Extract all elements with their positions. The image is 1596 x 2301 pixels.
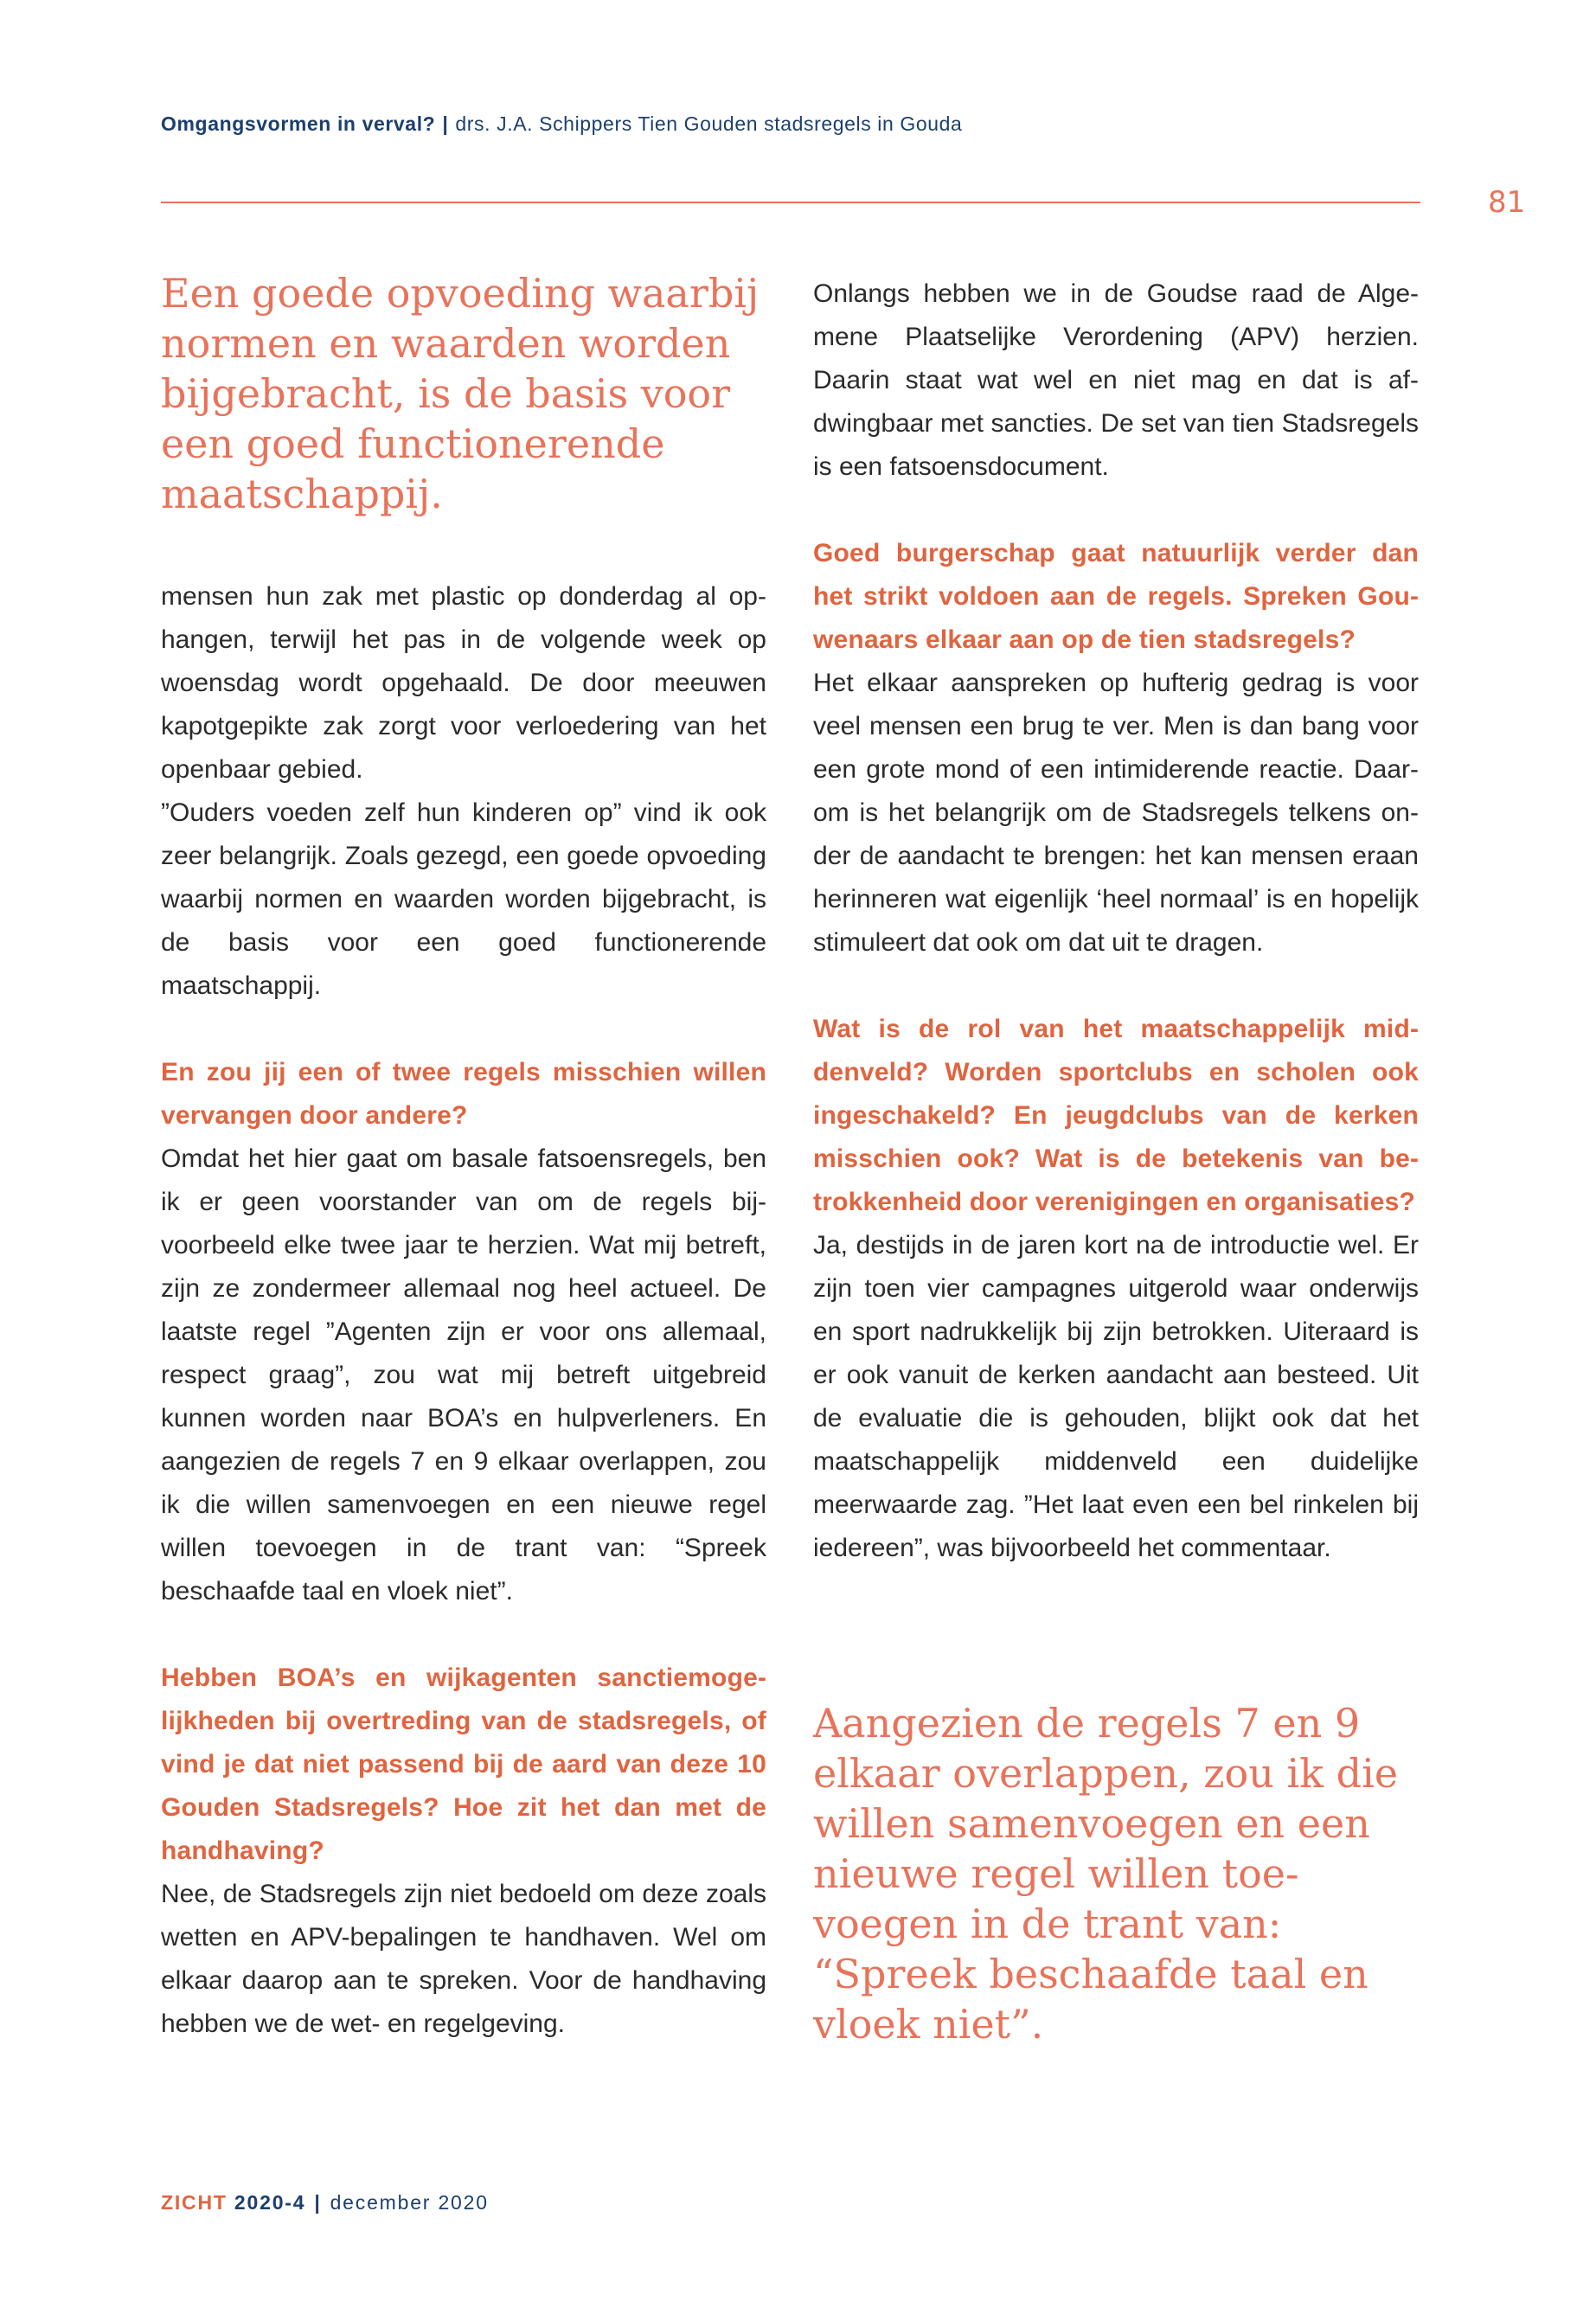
issue-date: december 2020	[330, 2191, 489, 2214]
interview-question: En zou jij een of twee regels misschien willen vervangen door andere?	[161, 1058, 766, 1130]
header-separator: |	[442, 112, 449, 135]
footer-separator: |	[314, 2191, 322, 2214]
interview-answer: Nee, de Stadsregels zijn niet bedoeld om deze zoals wetten en APV-bepalingen te handhaven. Wel om elkaar daarop aan te spreken. Voor de handhaving hebben we de wet- en regelgeving.	[161, 1880, 766, 2038]
paragraph: Onlangs hebben we in de Goudse raad de Algemene Plaatselijke Verordening (APV) herzien. Daarin staat wat wel en niet mag en dat is afdwingbaar met sancties. De set van tien Stadsregels is een fatsoensdocument.	[813, 279, 1419, 481]
magazine-name: ZICHT	[161, 2191, 228, 2214]
paragraph: ”Ouders voeden zelf hun kinderen op” vind ik ook zeer belangrijk. Zoals gezegd, een goede opvoeding waarbij normen en waarden worden bijgebracht, is de basis voor een goed functionerende maatschappij.	[161, 798, 766, 1000]
interview-question: Wat is de rol van het maatschappelijk middenveld? Worden sportclubs en scholen ook ingeschakeld? En jeugdclubs van de kerken misschien ook? Wat is de betekenis van betrokkenheid door verenigingen en organisaties?	[813, 1015, 1419, 1216]
interview-question: Hebben BOA’s en wijkagenten sanctiemogelijkheden bij overtreding van de stadsregels, of vind je dat niet passend bij de aard van deze 10 Gouden Stadsregels? Hoe zit het dan met de handhaving?	[161, 1663, 766, 1865]
running-header	[161, 112, 962, 136]
right-column	[813, 272, 1419, 1570]
interview-question: Goed burgerschap gaat natuurlijk verder dan het strikt voldoen aan de regels. Spreken Gouwenaars elkaar aan op de tien stadsregels?	[813, 539, 1419, 654]
paragraph: mensen hun zak met plastic op donderdag al ophangen, terwijl het pas in de volgende week op woensdag wordt opgehaald. De door meeuwen kapotgepikte zak zorgt voor verloedering van het openbaar gebied.	[161, 582, 766, 784]
author-line: drs. J.A. Schippers Tien Gouden stadsregels in Gouda	[455, 112, 963, 135]
footer	[161, 2191, 489, 2214]
issue-number: 2020-4	[234, 2191, 306, 2214]
interview-answer: Omdat het hier gaat om basale fatsoensregels, ben ik er geen voorstander van om de regels bijvoorbeeld elke twee jaar te herzien. Wat mij betreft, zijn ze zondermeer allemaal nog heel actueel. De laatste regel ”Agenten zijn er voor ons allemaal, respect graag”, zou wat mij betreft uitgebreid kunnen worden naar BOA’s en hulpverleners. En aangezien de regels 7 en 9 elkaar overlappen, zou ik die willen samenvoegen en een nieuwe regel willen toevoegen in de trant van: “Spreek beschaafde taal en vloek niet”.	[161, 1144, 766, 1606]
interview-answer: Het elkaar aanspreken op hufterig gedrag is voor veel mensen een brug te ver. Men is dan bang voor een grote mond of een intimiderende reactie. Daarom is het belangrijk om de Stadsregels telkens onder de aandacht te brengen: het kan mensen eraan herinneren wat eigenlijk ‘heel normaal’ is en hopelijk stimuleert dat ook om dat uit te dragen.	[813, 669, 1419, 957]
article-title: Omgangsvormen in verval?	[161, 112, 436, 135]
interview-answer: Ja, destijds in de jaren kort na de introductie wel. Er zijn toen vier campagnes uitgerold waar onderwijs en sport nadrukkelijk bij zijn betrokken. Uiteraard is er ook vanuit de kerken aandacht aan besteed. Uit de evaluatie die is gehouden, blijkt ook dat het maatschappelijk middenveld een duidelijke meerwaarde zag. ”Het laat even een bel rinkelen bij iedereen”, was bijvoorbeeld het commentaar.	[813, 1231, 1419, 1562]
left-column	[161, 575, 766, 2046]
page-number: 81	[1488, 185, 1526, 220]
header-rule	[161, 202, 1420, 203]
pull-quote-top: Een goede opvoeding waarbij normen en waarden worden bijgebracht, is de basis voor een goed functionerende maatschappij.	[161, 270, 760, 517]
pull-quote-bottom: Aangezien de regels 7 en 9 elkaar overlappen, zou ik die willen samenvoegen en een nieuwe regel willen toevoegen in de trant van: “Spreek beschaafde taal en vloek niet”.	[813, 1700, 1399, 2048]
